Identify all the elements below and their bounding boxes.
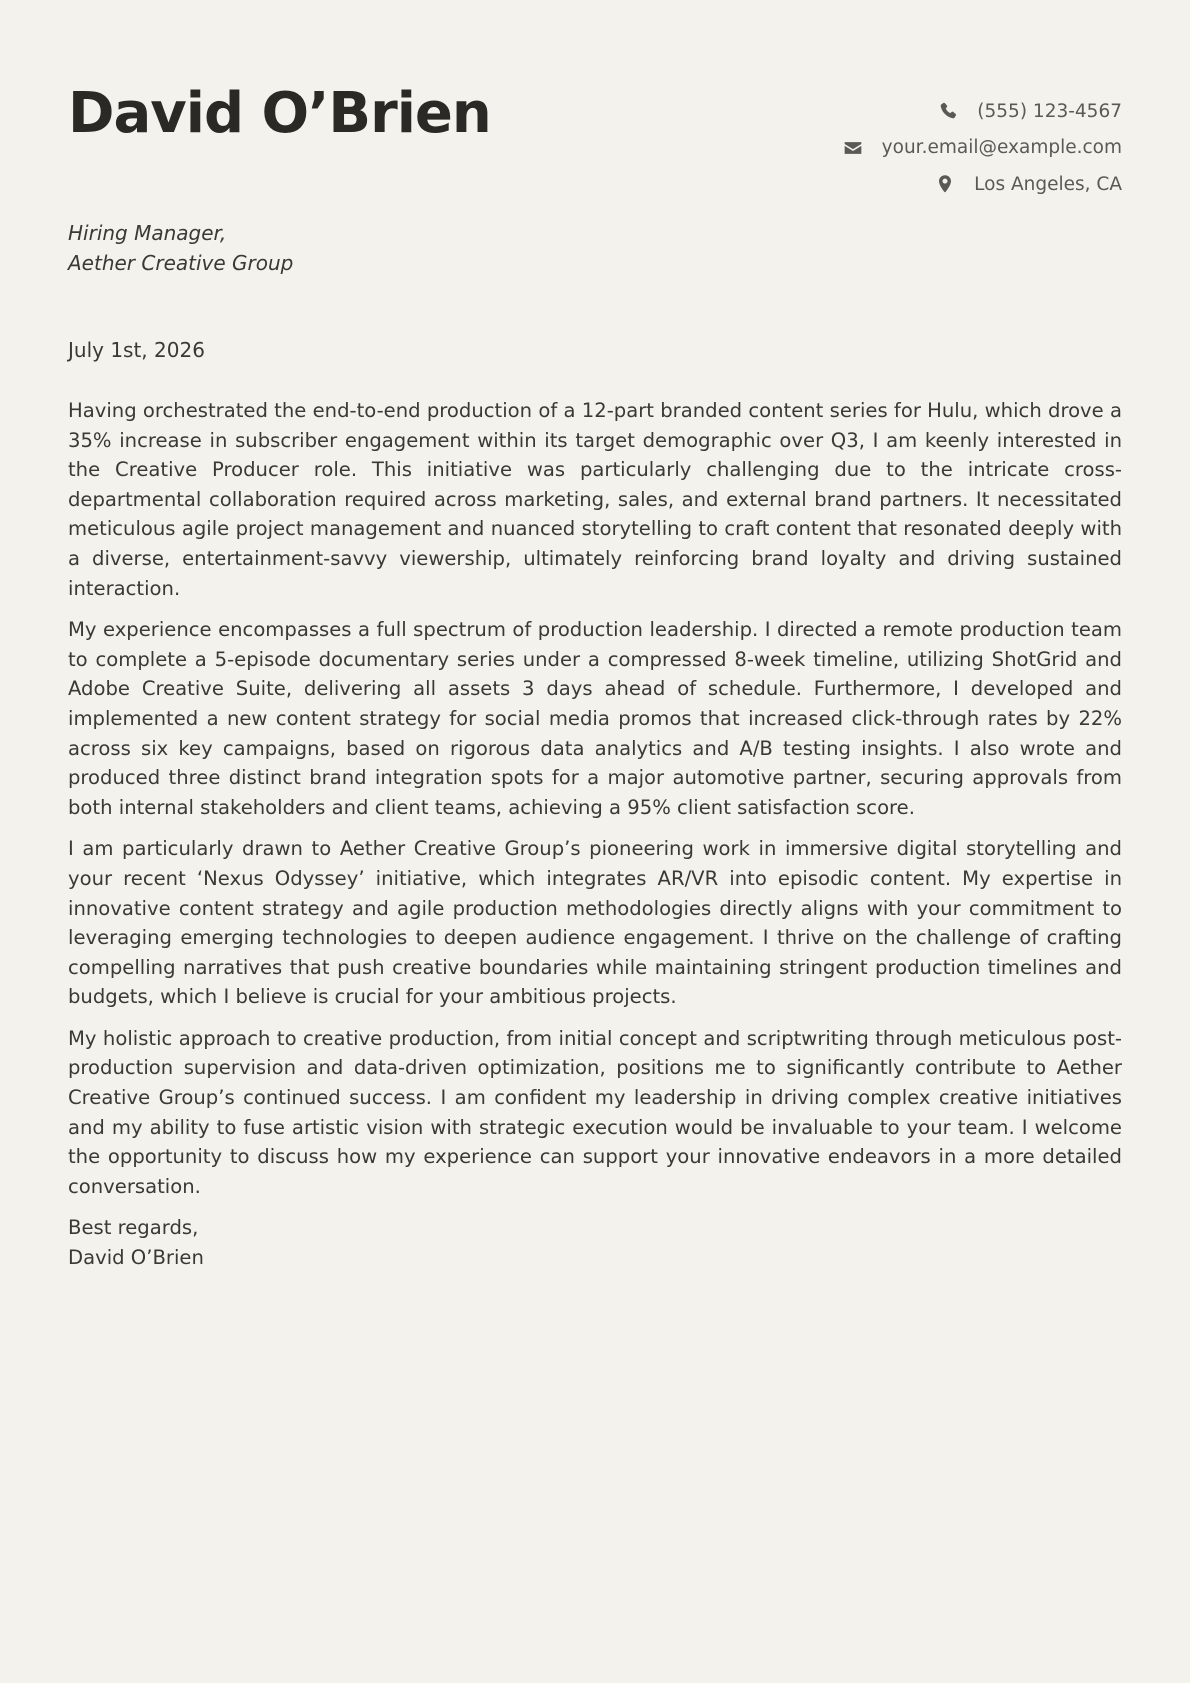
phone-text: (555) 123-4567 [977, 100, 1122, 122]
contact-info [842, 93, 1122, 203]
location-text: Los Angeles, CA [974, 173, 1122, 195]
phone-icon [937, 100, 959, 122]
closing-signature: David O’Brien [68, 1246, 204, 1270]
letter-date: July 1st, 2026 [68, 338, 205, 362]
body-paragraph: My holistic approach to creative production, from initial concept and scriptwriting through meticulous post-production supervision and data-driven optimization, positions me to significantly contribute to Aether Creative Group’s continued success. I am confident my leadership in driving complex creative initiatives and my ability to fuse artistic vision with strategic execution would be invaluable to your team. I welcome the opportunity to discuss how my experience can support your innovative endeavors in a more detailed conversation. [68, 1026, 1122, 1198]
body-paragraph: I am particularly drawn to Aether Creative Group’s pioneering work in immersive digital storytelling and your recent ‘Nexus Odyssey’ initiative, which integrates AR/VR into episodic content. My expertise in innovative content strategy and agile production methodologies directly aligns with your commitment to leveraging emerging technologies to deepen audience engagement. I thrive on the challenge of crafting compelling narratives that push creative boundaries while maintaining stringent production timelines and budgets, which I believe is crucial for your ambitious projects. [68, 837, 1122, 1009]
body-paragraph: My experience encompasses a full spectrum of production leadership. I directed a remote production team to complete a 5-episode documentary series under a compressed 8-week timeline, utilizing ShotGrid and Adobe Creative Suite, delivering all assets 3 days ahead of schedule. Furthermore, I developed and implemented a new content strategy for social media promos that increased click-through rates by 22% across six key campaigns, based on rigorous data analytics and A/B testing insights. I also wrote and produced three distinct brand integration spots for a major automotive partner, securing approvals from both internal stakeholders and client teams, achieving a 95% client satisfaction score. [68, 618, 1122, 819]
map-pin-icon [934, 173, 956, 195]
email-text: your.email@example.com [881, 137, 1122, 159]
sender-name: David O’Brien [68, 81, 491, 146]
recipient-company: Aether Creative Group [68, 251, 294, 275]
contact-email [842, 130, 1122, 167]
letter-header [68, 0, 1122, 200]
envelope-icon [842, 137, 864, 159]
body-paragraph: Having orchestrated the end-to-end production of a 12-part branded content series for Hulu, which drove a 35% increase in subscriber engagement within its target demographic over Q3, I am keenly interested in the Creative Producer role. This initiative was particularly challenging due to the intricate cross-departmental collaboration required across marketing, sales, and external brand partners. It necessitated meticulous agile project management and nuanced storytelling to craft content that resonated deeply with a diverse, entertainment-savvy viewership, ultimately reinforcing brand loyalty and driving sustained interaction. [68, 399, 1122, 600]
recipient-title: Hiring Manager, [68, 221, 227, 245]
contact-phone [842, 93, 1122, 130]
recipient-block [68, 218, 293, 278]
contact-location [842, 166, 1122, 203]
letter-closing [68, 1213, 1122, 1272]
letter-body [68, 396, 1122, 1273]
closing-salutation: Best regards, [68, 1216, 199, 1240]
